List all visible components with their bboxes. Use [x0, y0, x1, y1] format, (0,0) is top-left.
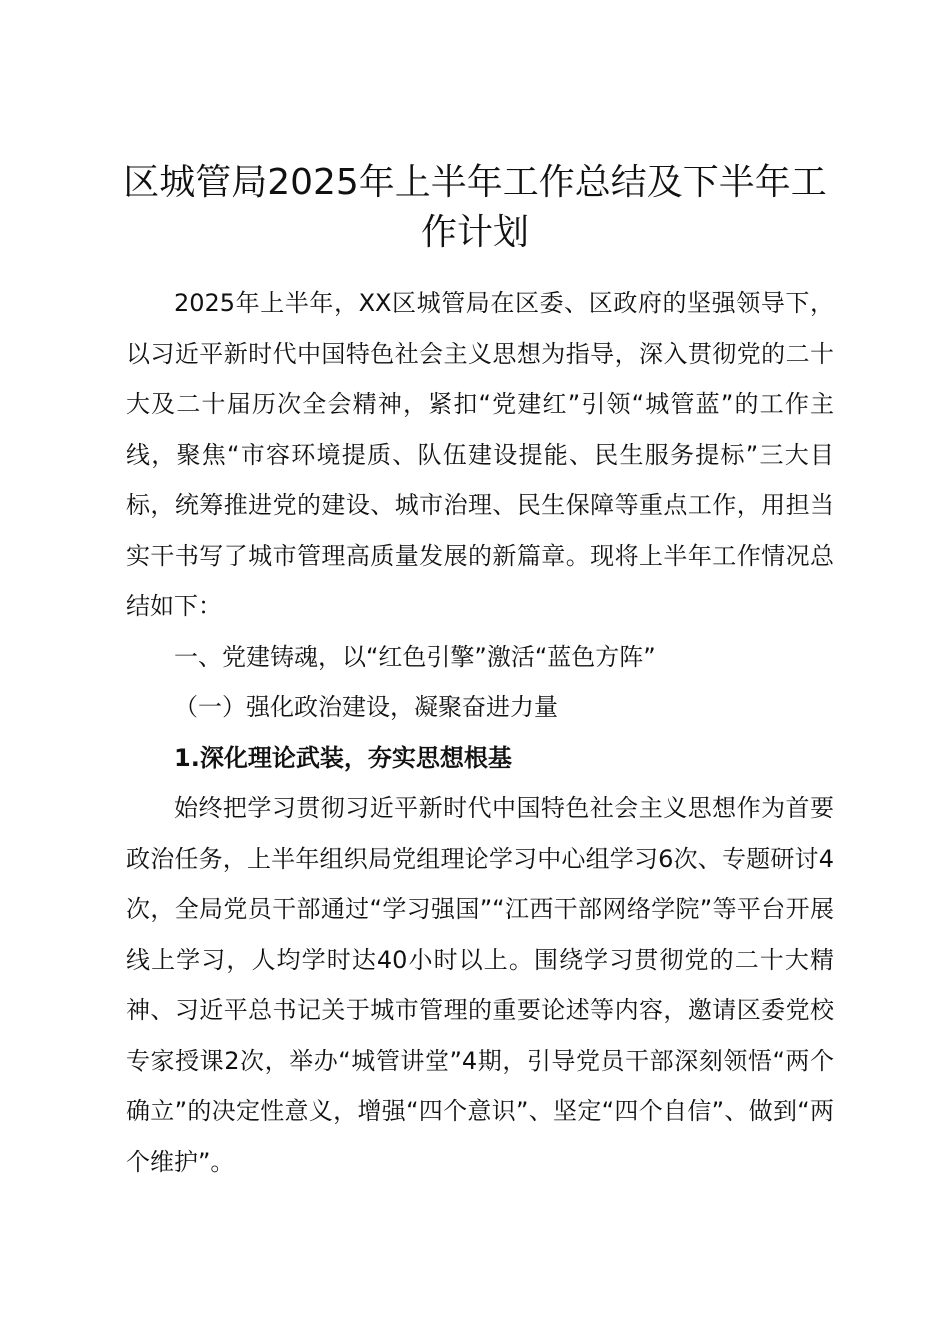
- document-body: [126, 278, 834, 1187]
- subsection-heading: （一）强化政治建设，凝聚奋进力量: [174, 693, 558, 721]
- document-title: 区城管局2025年上半年工作总结及下半年工作计划: [123, 162, 827, 253]
- item-heading: 1.深化理论武装，夯实思想根基: [174, 743, 512, 772]
- body-paragraph: 始终把学习贯彻习近平新时代中国特色社会主义思想作为首要政治任务，上半年组织局党组理论学习中心组学习6次、专题研讨4次，全局党员干部通过“学习强国”“江西干部网络学院”等平台开展线上学习，人均学时达40小时以上。围绕学习贯彻党的二十大精神、习近平总书记关于城市管理的重要论述等内容，邀请区委党校专家授课2次，举办“城管讲堂”4期，引导党员干部深刻领悟“两个确立”的决定性意义，增强“四个意识”、坚定“四个自信”、做到“两个维护”。: [126, 794, 834, 1176]
- intro-paragraph: 2025年上半年，XX区城管局在区委、区政府的坚强领导下，以习近平新时代中国特色社会主义思想为指导，深入贯彻党的二十大及二十届历次全会精神，紧扣“党建红”引领“城管蓝”的工作主线，聚焦“市容环境提质、队伍建设提能、民生服务提标”三大目标，统筹推进党的建设、城市治理、民生保障等重点工作，用担当实干书写了城市管理高质量发展的新篇章。现将上半年工作情况总结如下：: [126, 289, 834, 620]
- section-heading: 一、党建铸魂，以“红色引擎”激活“蓝色方阵”: [174, 642, 656, 671]
